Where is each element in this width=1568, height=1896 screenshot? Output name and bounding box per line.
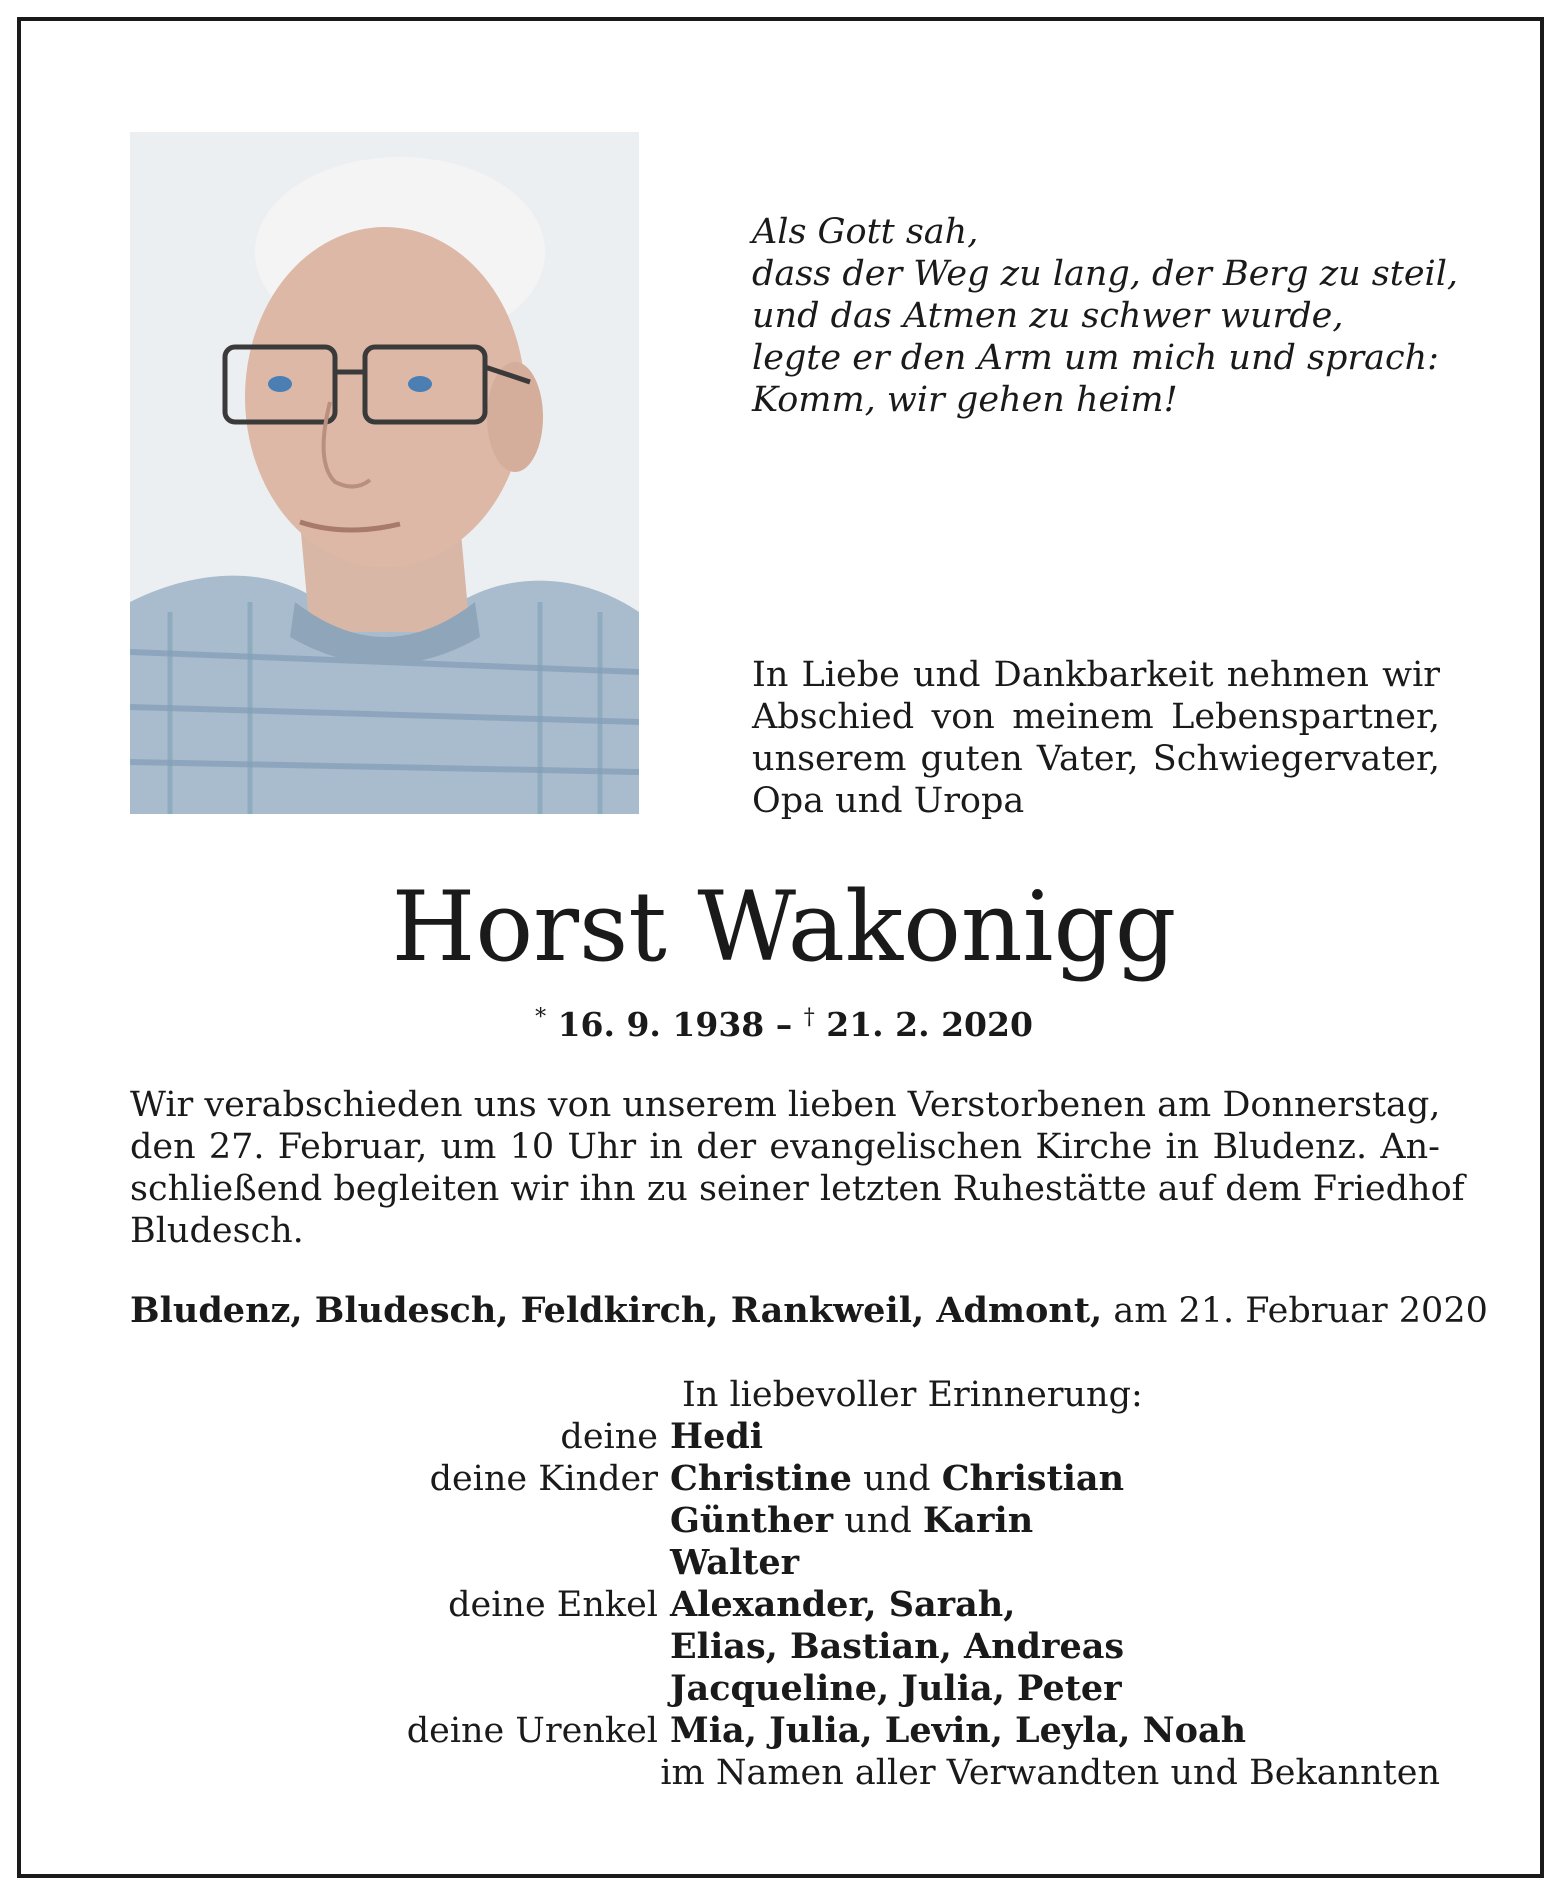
mourner-name: Elias, Bastian, Andreas [670, 1626, 1125, 1667]
mourner-names [670, 1584, 1015, 1626]
intro-line: Opa und Uropa [752, 781, 1025, 821]
mourner-name: Alexander, Sarah, [670, 1584, 1016, 1625]
intro-line: In Liebe und Dankbarkeit nehmen wir [752, 655, 1440, 695]
mourners-list [130, 1416, 1440, 1794]
mourner-row [130, 1668, 1440, 1710]
mourner-names [670, 1542, 799, 1584]
relation-label: deine Kinder [429, 1459, 658, 1499]
mourner-row [130, 1500, 1440, 1542]
poem-line: legte er den Arm um mich und sprach: [752, 338, 1439, 378]
portrait-photo [130, 132, 639, 814]
poem-line: Als Gott sah, [752, 212, 979, 252]
mourner-row [130, 1542, 1440, 1584]
birth-date: 16. 9. 1938 [557, 1005, 765, 1044]
conjunction: und [863, 1459, 931, 1499]
mourner-names [670, 1668, 1122, 1710]
mourner-row [130, 1584, 1440, 1626]
poem-line: und das Atmen zu schwer wurde, [752, 296, 1344, 336]
date-dash: – [775, 1005, 793, 1044]
mourner-name: Günther [670, 1500, 834, 1541]
poem-line: dass der Weg zu lang, der Berg zu steil, [752, 254, 1459, 294]
death-symbol: † [803, 1005, 815, 1030]
mourner-row [130, 1710, 1440, 1752]
mourner-name: Christian [941, 1458, 1125, 1499]
service-line: schließend begleiten wir ihn zu seiner letzten Ruhestätte auf dem Friedhof [130, 1169, 1465, 1209]
place-date-line [130, 1290, 1488, 1332]
relation-label [130, 1542, 670, 1584]
relation-label: deine Enkel [448, 1585, 658, 1625]
mourner-names [670, 1416, 763, 1458]
service-paragraph [130, 1084, 1465, 1252]
mourner-names [670, 1710, 1246, 1752]
mourner-name: Hedi [670, 1416, 764, 1457]
service-line: den 27. Februar, um 10 Uhr in der evangelischen Kirche in Bludenz. An- [130, 1127, 1440, 1167]
closing-line: im Namen aller Verwandten und Bekannten [660, 1753, 1440, 1793]
relation-label: deine Urenkel [406, 1711, 658, 1751]
mourner-names [670, 1500, 1033, 1542]
mourner-names [670, 1458, 1124, 1500]
towns: Bludenz, Bludesch, Feldkirch, Rankweil, Admont, [130, 1290, 1103, 1331]
service-line: Wir verabschieden uns von unserem lieben Verstorbenen am Donnerstag, [130, 1085, 1441, 1125]
mourner-row [130, 1458, 1440, 1500]
life-dates [0, 996, 1568, 1047]
relation-label [130, 1626, 670, 1668]
mourner-name: Walter [670, 1542, 800, 1583]
conjunction: und [844, 1501, 912, 1541]
mourner-name: Jacqueline, Julia, Peter [670, 1668, 1122, 1709]
relation-label [130, 1752, 660, 1794]
relation-label: deine [560, 1417, 658, 1457]
portrait-illustration [130, 132, 639, 814]
mourner-name: Christine [670, 1458, 852, 1499]
intro-line: Abschied von meinem Lebenspartner, [752, 697, 1440, 737]
death-date: 21. 2. 2020 [826, 1005, 1033, 1044]
poem-line: Komm, wir gehen heim! [752, 380, 1178, 420]
mourner-name: Mia, Julia, Levin, Leyla, Noah [670, 1710, 1247, 1751]
relation-label [130, 1668, 670, 1710]
mourner-row [130, 1626, 1440, 1668]
intro-paragraph [752, 654, 1440, 822]
mourner-row [130, 1752, 1440, 1794]
notice-date: am 21. Februar 2020 [1113, 1291, 1488, 1331]
intro-line: unserem guten Vater, Schwiegervater, [752, 739, 1440, 779]
poem [752, 211, 1458, 421]
memory-heading: In liebevoller Erinnerung: [682, 1375, 1143, 1415]
relation-label [130, 1500, 670, 1542]
service-line: Bludesch. [130, 1211, 304, 1251]
mourner-names [670, 1626, 1124, 1668]
mourner-row [130, 1416, 1440, 1458]
mourner-name: Karin [922, 1500, 1034, 1541]
deceased-name: Horst Wakonigg [391, 871, 1177, 983]
birth-symbol: * [535, 1005, 547, 1030]
